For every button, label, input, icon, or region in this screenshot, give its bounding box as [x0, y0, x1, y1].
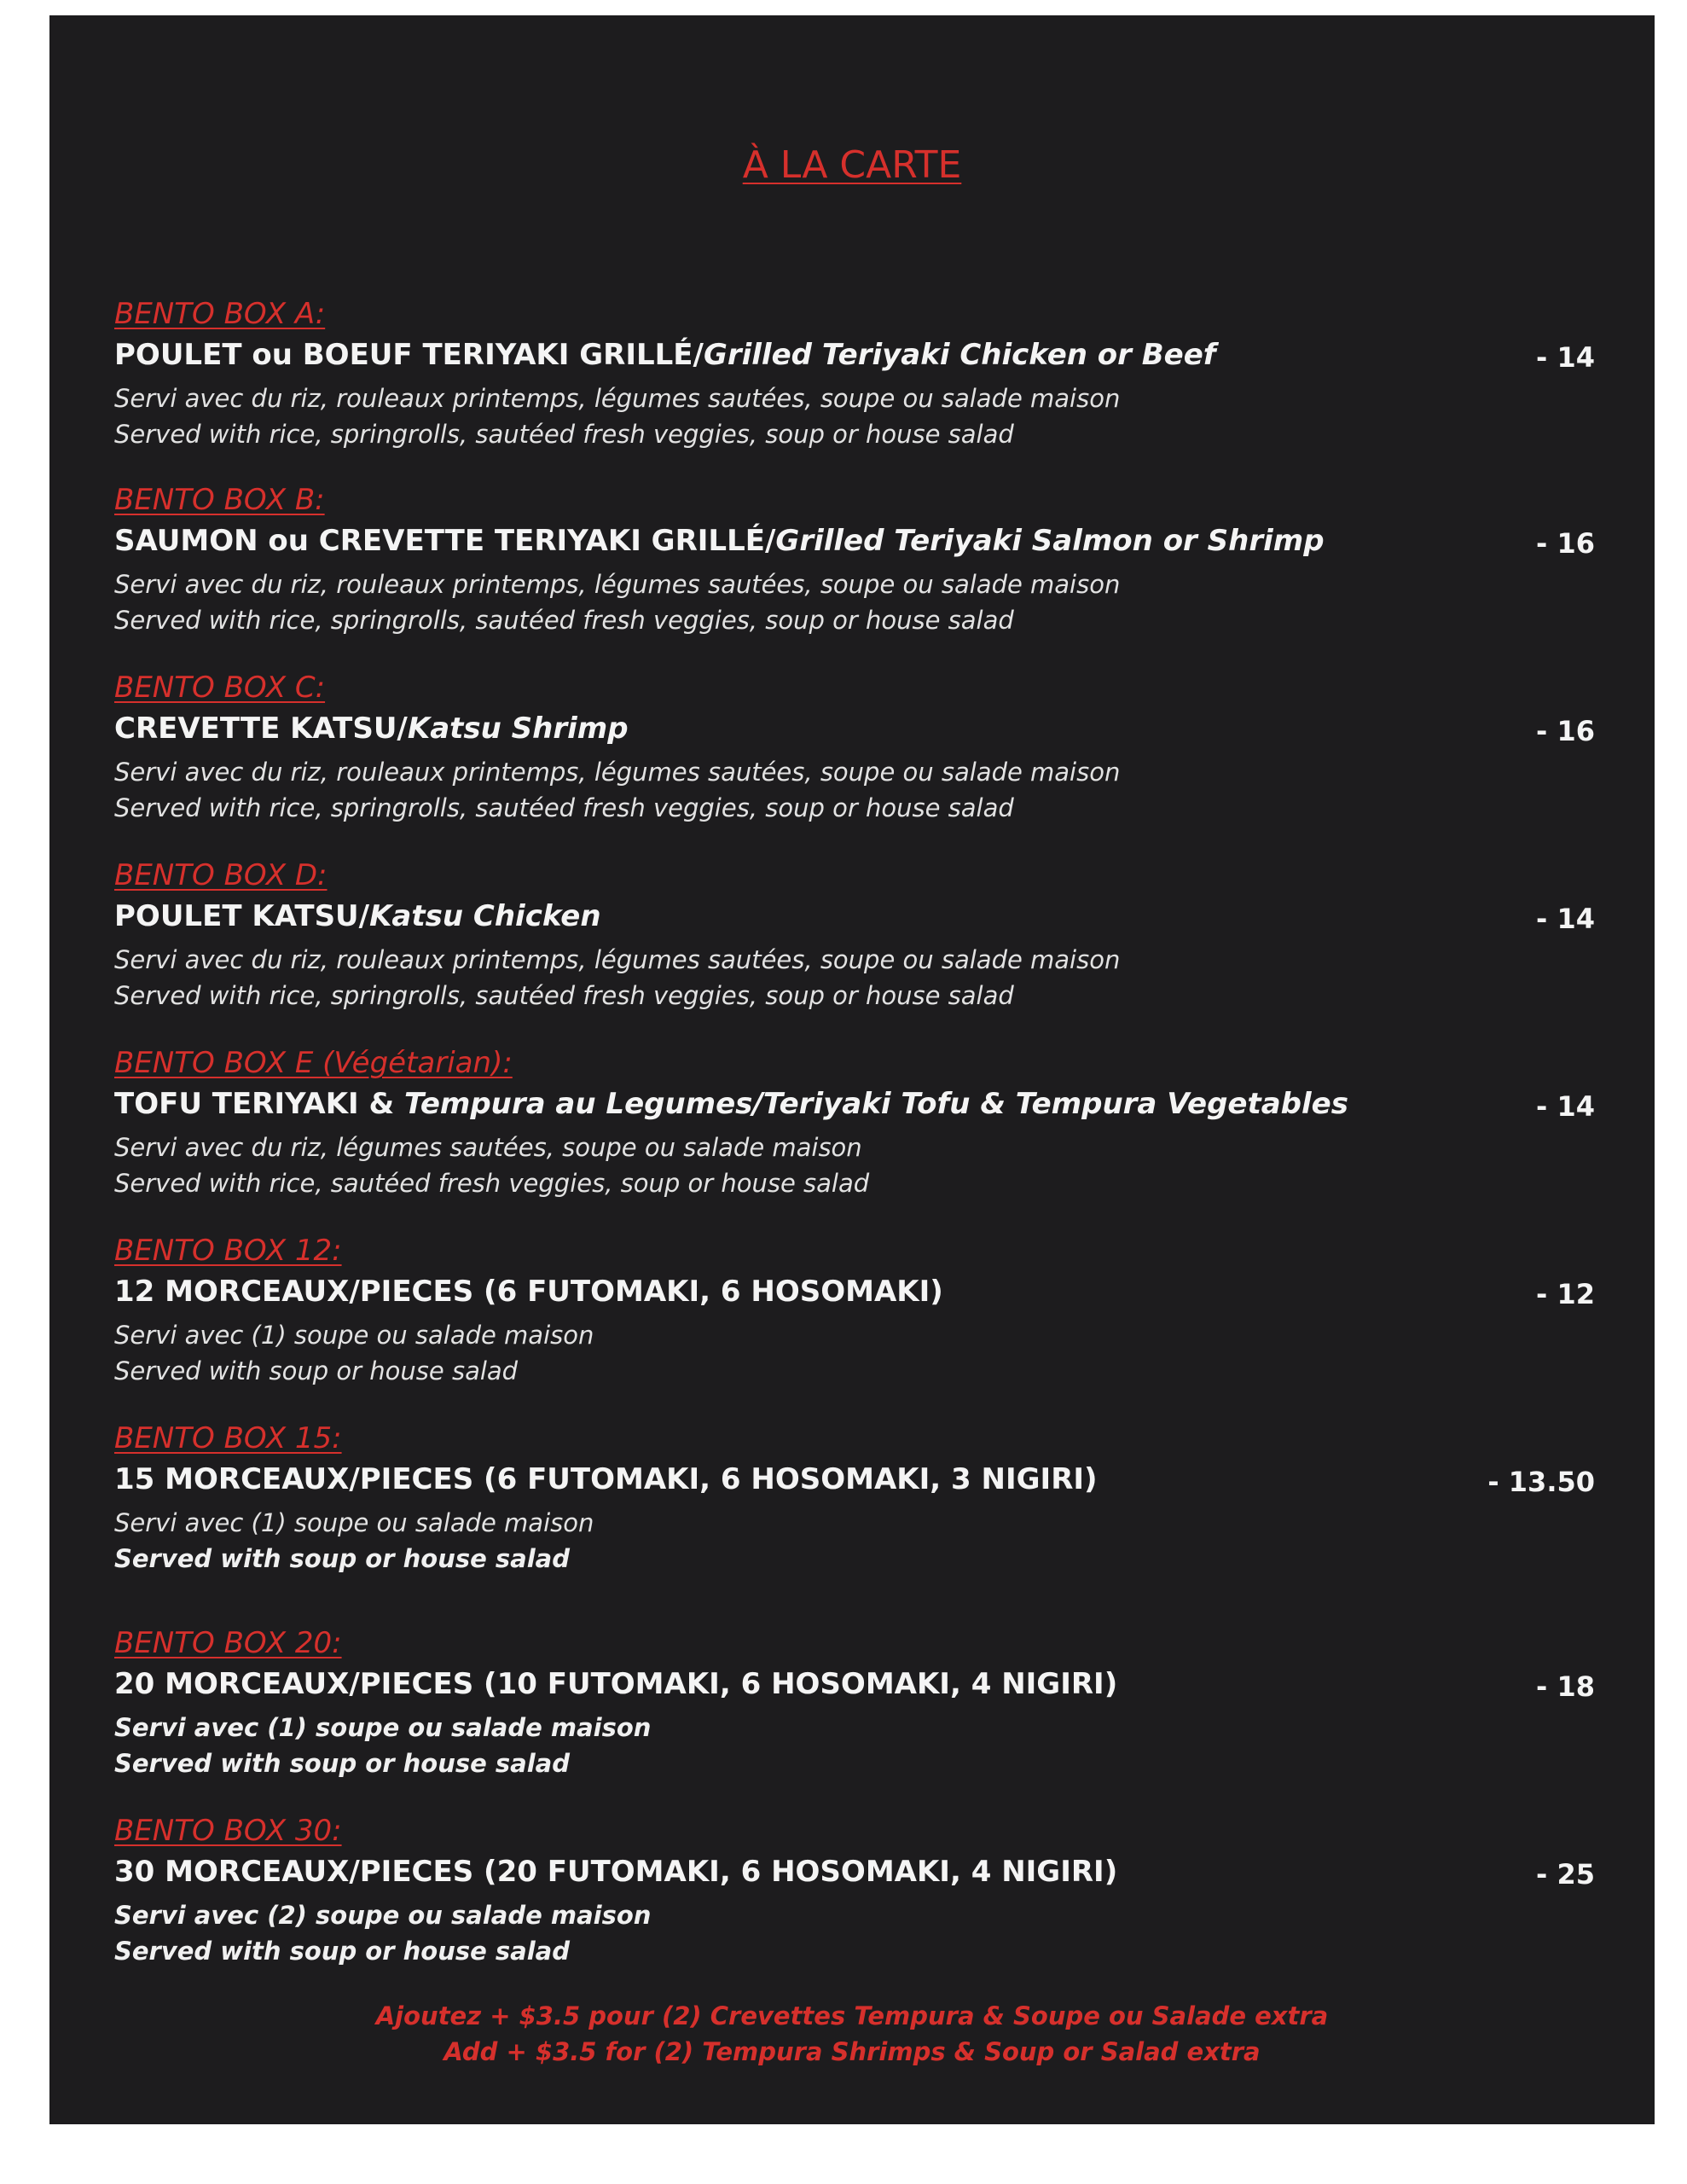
- item-name-fr: POULET ou BOEUF TERIYAKI GRILLÉ/: [114, 338, 704, 372]
- menu-sheet: [49, 15, 1655, 2124]
- item-header: BENTO BOX 20:: [114, 1626, 342, 1660]
- item-name-fr: 30 MORCEAUX/PIECES (20 FUTOMAKI, 6 HOSOMAKI, 4 NIGIRI): [114, 1855, 1118, 1889]
- item-name-fr: 20 MORCEAUX/PIECES (10 FUTOMAKI, 6 HOSOMAKI, 4 NIGIRI): [114, 1667, 1118, 1701]
- item-header: BENTO BOX 12:: [114, 1234, 342, 1268]
- item-price: - 14: [1536, 903, 1595, 935]
- item-header: BENTO BOX E (Végétarian):: [114, 1046, 513, 1080]
- item-name-en: Katsu Shrimp: [407, 712, 629, 746]
- item-desc-fr: Servi avec du riz, rouleaux printemps, légumes sautées, soupe ou salade maison: [114, 945, 1121, 974]
- item-name-en: Grilled Teriyaki Salmon or Shrimp: [775, 524, 1325, 558]
- item-desc-fr: Servi avec (1) soupe ou salade maison: [114, 1713, 652, 1742]
- item-name: [114, 338, 1216, 372]
- item-name-fr: POULET KATSU/: [114, 899, 370, 933]
- item-desc-en: Served with soup or house salad: [114, 1544, 570, 1573]
- item-name-fr: TOFU TERIYAKI &: [114, 1087, 405, 1121]
- item-name-fr: CREVETTE KATSU/: [114, 712, 408, 746]
- item-desc-en: Served with rice, springrolls, sautéed fresh veggies, soup or house salad: [114, 606, 1014, 635]
- item-name: [114, 899, 601, 933]
- item-name-en: Tempura au Legumes/Teriyaki Tofu & Tempura Vegetables: [404, 1087, 1348, 1121]
- item-desc-en: Served with rice, sautéed fresh veggies, soup or house salad: [114, 1169, 870, 1198]
- item-name: [114, 712, 629, 746]
- item-desc-fr: Servi avec (1) soupe ou salade maison: [114, 1321, 594, 1350]
- item-price: - 12: [1536, 1278, 1595, 1310]
- item-price: - 16: [1536, 527, 1595, 560]
- item-header: BENTO BOX A:: [114, 297, 326, 331]
- footer-note-en: Add + $3.5 for (2) Tempura Shrimps & Soup or Salad extra: [443, 2037, 1261, 2066]
- item-desc-en: Served with soup or house salad: [114, 1937, 570, 1966]
- item-price: - 18: [1536, 1670, 1595, 1703]
- item-name-fr: SAUMON ou CREVETTE TERIYAKI GRILLÉ/: [114, 524, 776, 558]
- item-header: BENTO BOX 30:: [114, 1814, 342, 1848]
- item-desc-fr: Servi avec du riz, rouleaux printemps, légumes sautées, soupe ou salade maison: [114, 384, 1121, 413]
- item-name-en: Katsu Chicken: [369, 899, 601, 933]
- item-desc-en: Served with rice, springrolls, sautéed fresh veggies, soup or house salad: [114, 981, 1014, 1010]
- item-desc-en: Served with rice, springrolls, sautéed fresh veggies, soup or house salad: [114, 420, 1014, 449]
- item-desc-fr: Servi avec (2) soupe ou salade maison: [114, 1901, 652, 1930]
- item-name-fr: 15 MORCEAUX/PIECES (6 FUTOMAKI, 6 HOSOMAKI, 3 NIGIRI): [114, 1462, 1098, 1496]
- item-name: [114, 1462, 1098, 1496]
- item-header: BENTO BOX B:: [114, 483, 325, 517]
- item-price: - 13.50: [1487, 1466, 1595, 1498]
- item-name: [114, 1855, 1117, 1889]
- item-desc-en: Served with soup or house salad: [114, 1356, 519, 1385]
- item-desc-en: Served with rice, springrolls, sautéed fresh veggies, soup or house salad: [114, 793, 1014, 822]
- item-price: - 14: [1536, 1090, 1595, 1123]
- item-desc-fr: Servi avec (1) soupe ou salade maison: [114, 1508, 594, 1537]
- item-name: [114, 1275, 943, 1309]
- item-desc-fr: Servi avec du riz, rouleaux printemps, légumes sautées, soupe ou salade maison: [114, 570, 1121, 599]
- item-name: [114, 524, 1325, 558]
- item-header: BENTO BOX 15:: [114, 1421, 342, 1455]
- item-header: BENTO BOX D:: [114, 858, 328, 892]
- item-desc-fr: Servi avec du riz, légumes sautées, soupe ou salade maison: [114, 1133, 862, 1162]
- item-price: - 16: [1536, 715, 1595, 747]
- item-price: - 14: [1536, 341, 1595, 374]
- item-price: - 25: [1536, 1858, 1595, 1891]
- item-name: [114, 1667, 1117, 1701]
- footer-note-fr: Ajoutez + $3.5 pour (2) Crevettes Tempura & Soupe ou Salade extra: [375, 2001, 1329, 2030]
- item-name-fr: 12 MORCEAUX/PIECES (6 FUTOMAKI, 6 HOSOMAKI): [114, 1275, 943, 1309]
- item-desc-en: Served with soup or house salad: [114, 1749, 570, 1778]
- item-header: BENTO BOX C:: [114, 671, 326, 705]
- page-title: À LA CARTE: [742, 143, 962, 187]
- item-name: [114, 1087, 1348, 1121]
- item-desc-fr: Servi avec du riz, rouleaux printemps, légumes sautées, soupe ou salade maison: [114, 758, 1121, 787]
- item-name-en: Grilled Teriyaki Chicken or Beef: [703, 338, 1216, 372]
